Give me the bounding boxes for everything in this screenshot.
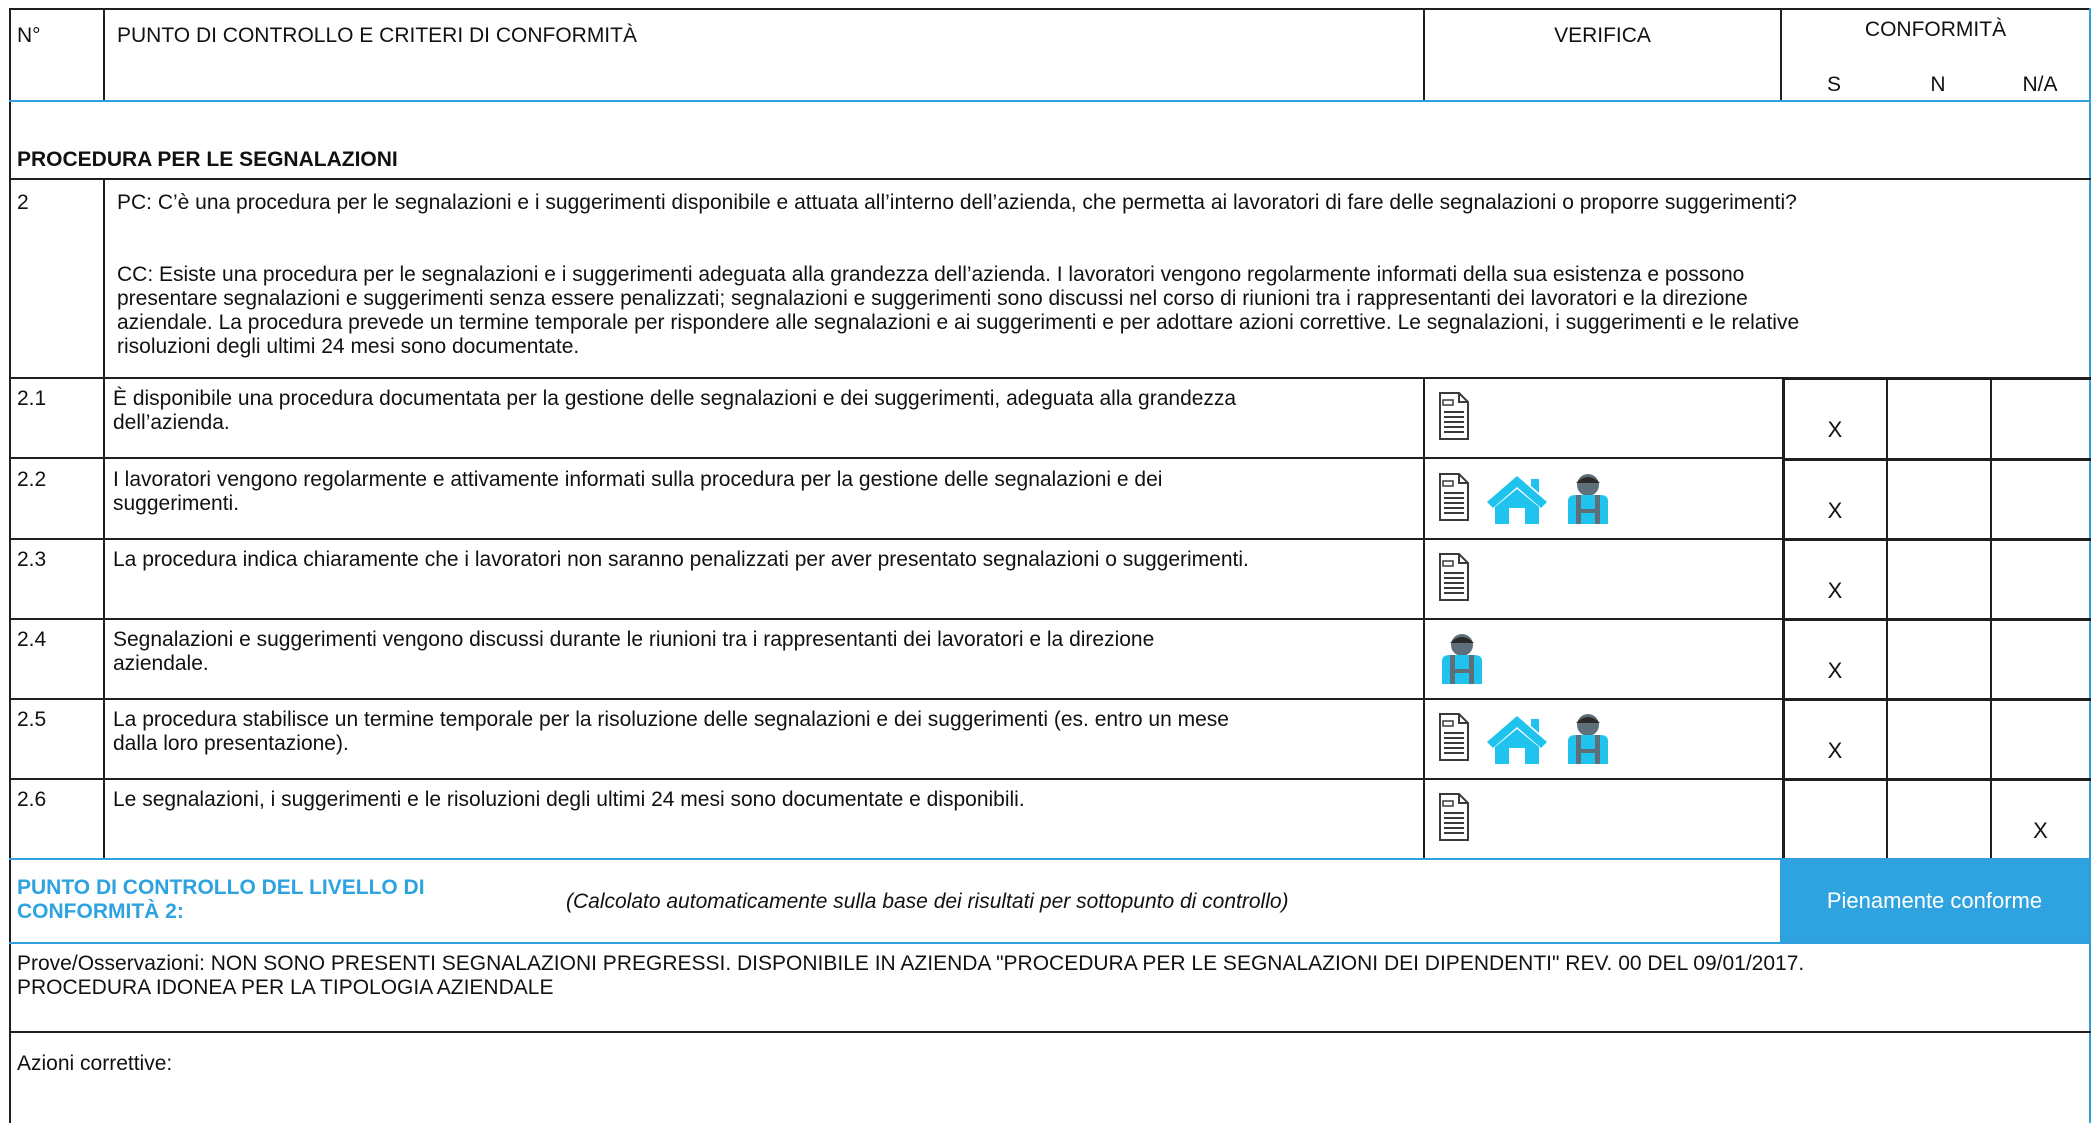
subpoint-description-line: dell’azienda. <box>113 411 230 434</box>
point-cc <box>117 263 2077 359</box>
header-s: S <box>1826 73 1841 96</box>
observations-bottom-border <box>9 1031 2091 1033</box>
na-column-divider <box>1990 377 1992 858</box>
document-icon <box>1438 793 1470 841</box>
summary-bottom-border <box>9 942 2091 944</box>
row-divider <box>9 778 1784 780</box>
section-bottom-border <box>9 178 2091 180</box>
worker-icon <box>1438 633 1486 685</box>
subpoint-description-line: È disponibile una procedura documentata per la gestione delle segnalazioni e dei suggerimenti, adeguata alla grandezza <box>113 387 1237 410</box>
worker-icon <box>1564 473 1612 525</box>
summary-title-line: PUNTO DI CONTROLLO DEL LIVELLO DI <box>17 876 425 899</box>
verification-icons <box>1438 633 1486 685</box>
conformity-status-badge: Pienamente conforme <box>1780 860 2089 942</box>
header-bottom-border <box>9 100 2091 102</box>
subpoint-description <box>113 628 1419 676</box>
summary-top-border <box>9 858 2091 860</box>
subpoint-description-line: suggerimenti. <box>113 492 240 515</box>
header-divider <box>1423 8 1425 102</box>
conformity-mark-s[interactable]: X <box>1827 578 1843 603</box>
house-icon <box>1484 473 1550 525</box>
document-icon <box>1438 553 1470 601</box>
subpoint-description-line: I lavoratori vengono regolarmente e attivamente informati sulla procedura per la gestione delle segnalazioni e dei <box>113 468 1163 491</box>
worker-icon <box>1564 713 1612 765</box>
conformity-mark-s[interactable]: X <box>1827 498 1843 523</box>
subpoint-description <box>113 548 1419 572</box>
point-bottom-border <box>9 377 2091 379</box>
conformity-row-divider <box>1782 698 2091 701</box>
subpoint-number: 2.1 <box>17 387 47 410</box>
document-icon <box>1438 392 1470 440</box>
subpoint-description-line: dalla loro presentazione). <box>113 732 349 755</box>
verification-icons <box>1438 553 1470 601</box>
subpoint-description <box>113 468 1419 516</box>
row-divider <box>9 698 1784 700</box>
verification-icons <box>1438 392 1470 440</box>
row-divider <box>9 538 1784 540</box>
subpoint-description-line: Segnalazioni e suggerimenti vengono discussi durante le riunioni tra i rappresentanti dei lavoratori e la direzione <box>113 628 1155 651</box>
subpoint-number: 2.5 <box>17 708 47 731</box>
subpoint-description-line: aziendale. <box>113 652 209 675</box>
conformity-row-divider <box>1782 778 2091 781</box>
subpoint-number: 2.3 <box>17 548 47 571</box>
observations-text <box>17 952 2082 1000</box>
verifica-column-divider <box>1423 377 1425 858</box>
point-num: 2 <box>17 191 29 214</box>
verification-icons <box>1438 473 1612 525</box>
header-punto: PUNTO DI CONTROLLO E CRITERI DI CONFORMITÀ <box>117 24 637 47</box>
border-top <box>9 8 2091 10</box>
subpoint-description <box>113 387 1419 435</box>
observations-line: PROCEDURA IDONEA PER LA TIPOLOGIA AZIENDALE <box>17 976 554 999</box>
subpoint-description <box>113 708 1419 756</box>
header-na: N/A <box>2022 73 2058 96</box>
subpoint-number: 2.4 <box>17 628 47 651</box>
conformity-mark-s[interactable]: X <box>1827 417 1843 442</box>
conformity-row-divider <box>1782 458 2091 461</box>
subpoint-number: 2.2 <box>17 468 47 491</box>
point-cc-line: risoluzioni degli ultimi 24 mesi sono documentate. <box>117 335 580 358</box>
border-left <box>9 8 11 1123</box>
observations-line: Prove/Osservazioni: NON SONO PRESENTI SEGNALAZIONI PREGRESSI. DISPONIBILE IN AZIENDA "PROCEDURA PER LE SEGNALAZIONI DEI DIPENDENTI" REV. 00 DEL 09/01/2017. <box>17 952 1805 975</box>
n-column-divider <box>1886 377 1888 858</box>
conformity-row-divider <box>1782 538 2091 541</box>
header-num: N° <box>17 24 41 47</box>
document-icon <box>1438 713 1470 761</box>
corrective-actions-label: Azioni correttive: <box>17 1052 173 1075</box>
subpoint-description-line: La procedura indica chiaramente che i lavoratori non saranno penalizzati per aver presentato segnalazioni o suggerimenti. <box>113 548 1249 571</box>
row-divider <box>9 457 1784 459</box>
conformity-mark-s[interactable]: X <box>1827 658 1843 683</box>
verification-icons <box>1438 793 1470 841</box>
point-pc: PC: C’è una procedura per le segnalazioni e i suggerimenti disponibile e attuata all’interno dell’azienda, che permetta ai lavoratori di fare delle segnalazioni o proporre suggerimenti? <box>117 191 1797 214</box>
conformity-mark-na[interactable]: X <box>2033 818 2048 843</box>
point-cc-line: CC: Esiste una procedura per le segnalazioni e i suggerimenti adeguata alla grandezza dell’azienda. I lavoratori vengono regolarmente informati della sua esistenza e possono <box>117 263 1745 286</box>
header-verifica: VERIFICA <box>1554 24 1651 47</box>
subpoint-number: 2.6 <box>17 788 47 811</box>
summary-note: (Calcolato automaticamente sulla base dei risultati per sottopunto di controllo) <box>566 890 1289 913</box>
summary-title <box>17 876 425 924</box>
section-title: PROCEDURA PER LE SEGNALAZIONI <box>17 148 398 171</box>
header-conformita: CONFORMITÀ <box>1864 18 2007 41</box>
point-cc-line: presentare segnalazioni e suggerimenti senza essere penalizzati; segnalazioni e suggerimenti sono discussi nel corso di riunioni tra i rappresentanti dei lavoratori e la direzione <box>117 287 1748 310</box>
document-icon <box>1438 473 1470 521</box>
subpoint-description-line: La procedura stabilisce un termine temporale per la risoluzione delle segnalazioni e dei suggerimenti (es. entro un mese <box>113 708 1229 731</box>
conformity-mark-s[interactable]: X <box>1827 738 1843 763</box>
conformity-row-divider <box>1782 377 2091 380</box>
num-column-divider <box>103 178 105 858</box>
subpoint-description-line: Le segnalazioni, i suggerimenti e le risoluzioni degli ultimi 24 mesi sono documentate e disponibili. <box>113 788 1025 811</box>
header-divider <box>103 8 105 102</box>
header-n: N <box>1930 73 1946 96</box>
row-divider <box>9 618 1784 620</box>
summary-title-line: CONFORMITÀ 2: <box>17 900 184 923</box>
conformity-row-divider <box>1782 618 2091 621</box>
house-icon <box>1484 713 1550 765</box>
point-cc-line: aziendale. La procedura prevede un termine temporale per rispondere alle segnalazioni e ai suggerimenti e per adottare azioni correttive. Le segnalazioni, i suggerimenti e le relative <box>117 311 1800 334</box>
verification-icons <box>1438 713 1612 765</box>
s-column-divider <box>1782 377 1785 858</box>
subpoint-description <box>113 788 1419 812</box>
